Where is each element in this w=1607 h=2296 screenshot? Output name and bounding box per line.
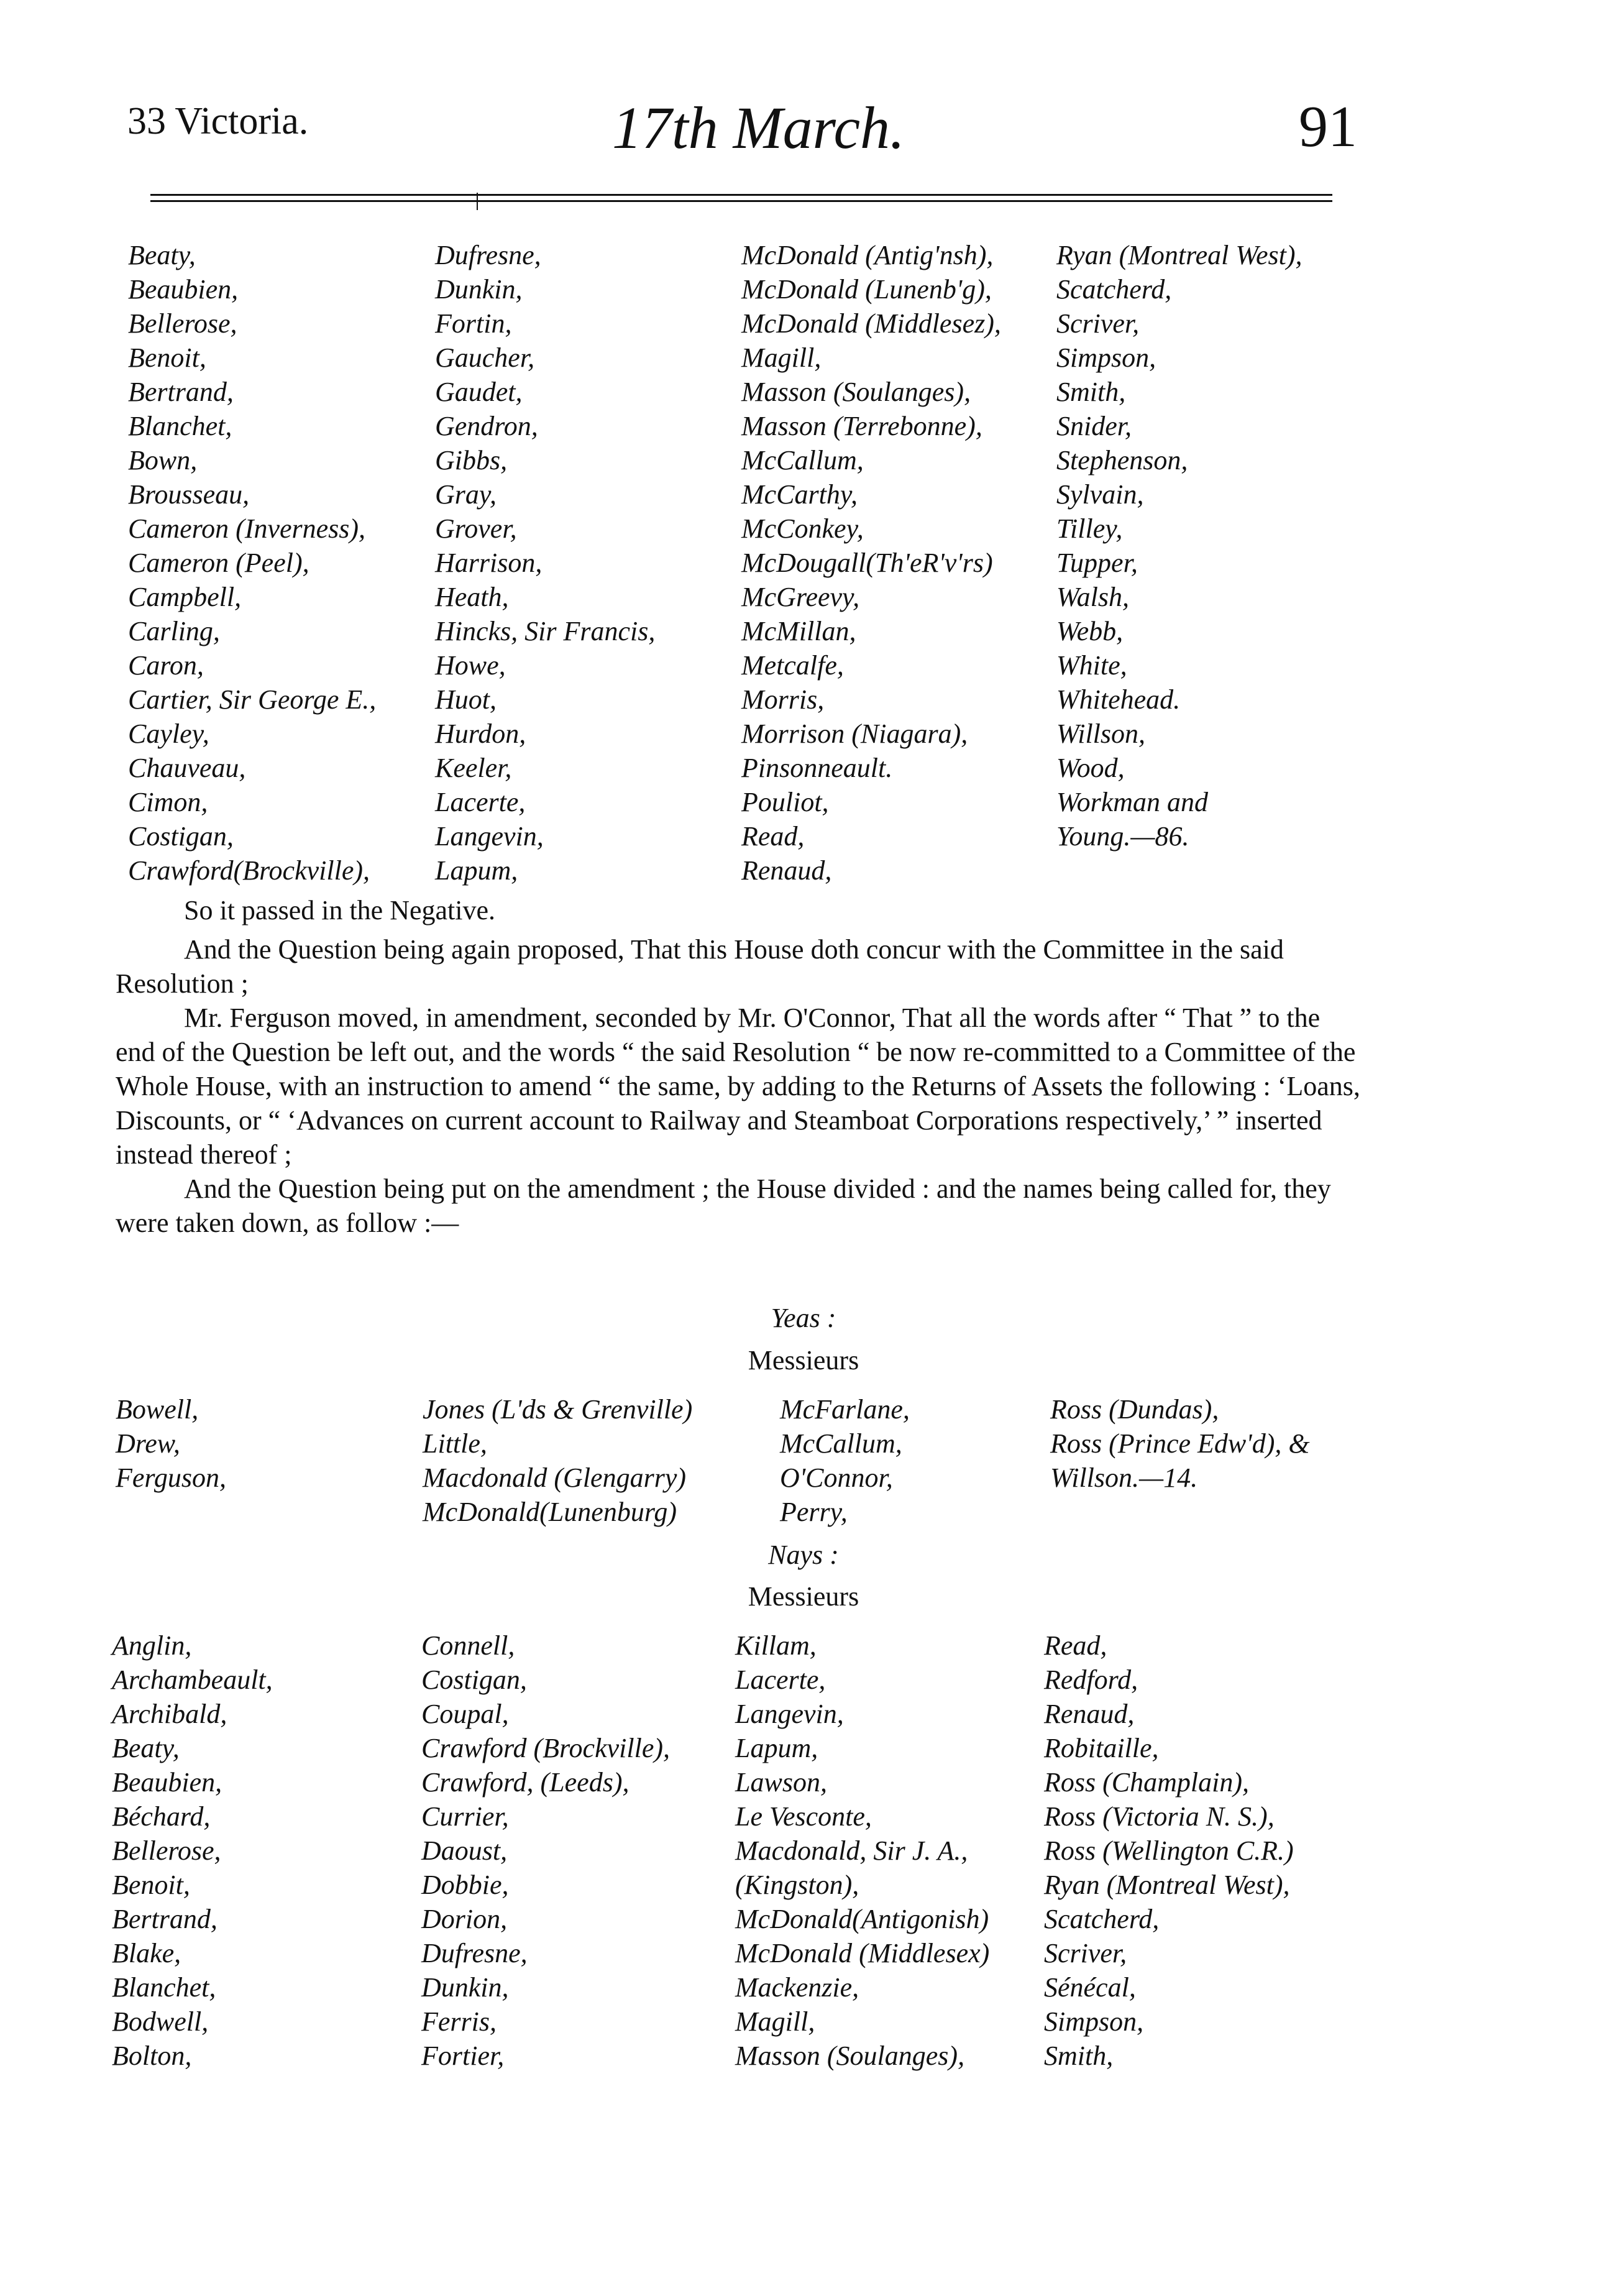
member-name: Pinsonneault. [741,753,893,783]
member-name: Huot, [435,684,497,715]
member-name: Heath, [435,582,509,612]
member-name: Macdonald, Sir J. A., [735,1835,968,1866]
nays-list [0,1628,1607,2082]
yeas-heading: Yeas : [771,1303,836,1333]
member-name: Beaty, [128,240,196,270]
member-name: Costigan, [421,1665,527,1695]
member-name: McConkey, [741,513,864,544]
member-name: Masson (Terrebonne), [741,411,982,441]
member-name: Beaubien, [112,1767,222,1798]
member-name: Redford, [1044,1665,1138,1695]
member-name: Scriver, [1056,308,1140,339]
member-name: Young.—86. [1056,821,1189,852]
nays-column-4 [1044,1628,1294,2073]
member-name: Archibald, [112,1699,227,1729]
member-name: Crawford(Brockville), [128,855,370,886]
member-name: Bertrand, [128,377,234,407]
member-name: Beaubien, [128,274,239,305]
member-name: McDonald (Middlesez), [741,308,1001,339]
member-name: McDonald (Antig'nsh), [741,240,994,270]
member-name: Le Vesconte, [735,1801,872,1832]
member-name: Lacerte, [735,1665,826,1695]
member-name: Webb, [1056,616,1124,646]
member-name: Killam, [735,1630,817,1661]
member-name: Simpson, [1056,342,1156,373]
yeas-column-2 [423,1392,692,1529]
member-name: Ross (Prince Edw'd), & [1050,1428,1310,1459]
member-name: Brousseau, [128,479,250,510]
member-name: Scriver, [1044,1938,1127,1968]
member-name: O'Connor, [780,1463,893,1493]
member-name: Blake, [112,1938,181,1968]
member-name: McCallum, [780,1428,902,1459]
member-name: Robitaille, [1044,1733,1159,1763]
member-name: Harrison, [435,548,543,578]
member-name: Mackenzie, [735,1972,859,2003]
member-name: Bown, [128,445,198,475]
member-name: Ferris, [421,2006,497,2037]
member-name: Cayley, [128,719,209,749]
member-name: Dunkin, [435,274,523,305]
yeas-column-4 [1050,1392,1310,1495]
member-name: Gaucher, [435,342,535,373]
nays-column-2 [421,1628,670,2073]
member-name: Fortin, [435,308,512,339]
member-name: Wood, [1056,753,1125,783]
member-name: Chauveau, [128,753,246,783]
member-name: Ross (Wellington C.R.) [1044,1835,1294,1866]
nays-subheading: Messieurs [748,1581,859,1612]
proceedings-text [116,893,1365,1240]
member-name: McCarthy, [741,479,858,510]
member-name: McDonald (Lunenb'g), [741,274,992,305]
member-name: Masson (Soulanges), [735,2041,965,2071]
member-name: McGreevy, [741,582,860,612]
member-name: Archambeault, [112,1665,273,1695]
member-name: Dufresne, [435,240,541,270]
member-name: McDonald(Lunenburg) [423,1497,677,1527]
header-date: 17th March. [612,94,905,161]
nays-column-3 [735,1628,989,2073]
member-name: Bellerose, [112,1835,221,1866]
member-name: Daoust, [421,1835,508,1866]
member-name: Willson, [1056,719,1146,749]
yeas-subheading: Messieurs [748,1345,859,1375]
member-name: Ryan (Montreal West), [1044,1870,1290,1900]
member-name: Lawson, [735,1767,827,1798]
member-name: Magill, [735,2006,815,2037]
nays-heading: Nays : [768,1540,839,1570]
member-name: Crawford (Brockville), [421,1733,670,1763]
member-name: Dufresne, [421,1938,528,1968]
member-name: Blanchet, [128,411,232,441]
header-rule-divider [477,193,478,210]
member-name: Ross (Dundas), [1050,1394,1219,1425]
yeas-column-1 [116,1392,226,1495]
member-name: White, [1056,650,1127,681]
member-name: Lacerte, [435,787,526,817]
member-name: Blanchet, [112,1972,216,2003]
member-name: Langevin, [735,1699,844,1729]
member-name: Fortier, [421,2041,505,2071]
member-name: Hurdon, [435,719,526,749]
member-name: Renaud, [1044,1699,1135,1729]
member-name: Willson.—14. [1050,1463,1198,1493]
member-name: Gaudet, [435,377,523,407]
paragraph-question: And the Question being again proposed, That this House doth concur with the Committee in the said Resolution ; [116,934,1284,999]
member-name: Little, [423,1428,487,1459]
member-name: Crawford, (Leeds), [421,1767,630,1798]
member-name: (Kingston), [735,1870,859,1900]
member-name: Dunkin, [421,1972,509,2003]
member-name: Benoit, [128,342,206,373]
first-division-column-3 [741,238,1001,888]
member-name: Metcalfe, [741,650,844,681]
member-name: Coupal, [421,1699,509,1729]
member-name: Dobbie, [421,1870,509,1900]
member-name: McMillan, [741,616,856,646]
member-name: McDougall(Th'eR'v'rs) [741,548,993,578]
first-division-column-4 [1056,238,1303,853]
member-name: Bowell, [116,1394,199,1425]
member-name: Macdonald (Glengarry) [423,1463,687,1493]
yeas-list [0,1392,1607,1535]
first-division-column-2 [435,238,655,888]
first-division-column-1 [128,238,376,888]
first-division-list [0,238,1607,897]
member-name: Campbell, [128,582,242,612]
member-name: McCallum, [741,445,864,475]
member-name: Pouliot, [741,787,829,817]
member-name: Scatcherd, [1056,274,1172,305]
member-name: Ryan (Montreal West), [1056,240,1303,270]
member-name: Anglin, [112,1630,192,1661]
member-name: Howe, [435,650,506,681]
member-name: Connell, [421,1630,515,1661]
member-name: Gibbs, [435,445,508,475]
nays-column-1 [112,1628,273,2073]
member-name: Masson (Soulanges), [741,377,971,407]
member-name: Costigan, [128,821,234,852]
member-name: Bellerose, [128,308,237,339]
member-name: McDonald(Antigonish) [735,1904,989,1934]
member-name: Beaty, [112,1733,180,1763]
member-name: Read, [741,821,805,852]
member-name: Bodwell, [112,2006,209,2037]
member-name: Lapum, [435,855,518,886]
member-name: Simpson, [1044,2006,1144,2037]
member-name: Scatcherd, [1044,1904,1160,1934]
member-name: Keeler, [435,753,512,783]
member-name: Sénécal, [1044,1972,1136,2003]
member-name: Bolton, [112,2041,192,2071]
member-name: Workman and [1056,787,1209,817]
member-name: McFarlane, [780,1394,910,1425]
member-name: Whitehead. [1056,684,1181,715]
member-name: Morrison (Niagara), [741,719,968,749]
member-name: Langevin, [435,821,544,852]
yeas-column-3 [780,1392,910,1529]
member-name: Carling, [128,616,220,646]
member-name: Cimon, [128,787,208,817]
member-name: Gendron, [435,411,538,441]
member-name: Smith, [1044,2041,1114,2071]
member-name: Ferguson, [116,1463,227,1493]
header-rule-top [150,194,1332,196]
paragraph-result: So it passed in the Negative. [184,895,496,925]
paragraph-amendment: Mr. Ferguson moved, in amendment, seconded by Mr. O'Connor, That all the words after “ That ” to the end of the Question be left out, and the words “ the said Resolution “ be now re-committed to a Committee of the Whole House, with an instruction to amend “ the same, by adding to the Returns of Assets the following : ‘Loans, Discounts, or “ ‘Advances on current account to Railway and Steamboat Corporations respectively,’ ” inserted instead thereof ; [116,1003,1360,1170]
member-name: Cartier, Sir George E., [128,684,377,715]
header-rule-bottom [150,200,1332,202]
member-name: Drew, [116,1428,180,1459]
member-name: Cameron (Peel), [128,548,309,578]
member-name: Bertrand, [112,1904,217,1934]
member-name: Ross (Champlain), [1044,1767,1249,1798]
member-name: Grover, [435,513,517,544]
member-name: McDonald (Middlesex) [735,1938,990,1968]
member-name: Renaud, [741,855,832,886]
member-name: Jones (L'ds & Grenville) [423,1394,693,1425]
member-name: Snider, [1056,411,1132,441]
member-name: Tupper, [1056,548,1138,578]
member-name: Dorion, [421,1904,508,1934]
paragraph-division: And the Question being put on the amendment ; the House divided : and the names being called for, they were taken down, as follow :— [116,1173,1331,1238]
member-name: Stephenson, [1056,445,1188,475]
member-name: Ross (Victoria N. S.), [1044,1801,1275,1832]
member-name: Béchard, [112,1801,211,1832]
member-name: Currier, [421,1801,509,1832]
member-name: Perry, [780,1497,848,1527]
member-name: Cameron (Inverness), [128,513,366,544]
member-name: Hincks, Sir Francis, [435,616,656,646]
header-regnal-year: 33 Victoria. [127,100,309,142]
page-number: 91 [1299,94,1357,159]
member-name: Gray, [435,479,497,510]
member-name: Caron, [128,650,204,681]
member-name: Smith, [1056,377,1126,407]
member-name: Morris, [741,684,825,715]
member-name: Lapum, [735,1733,818,1763]
member-name: Walsh, [1056,582,1129,612]
member-name: Tilley, [1056,513,1123,544]
member-name: Sylvain, [1056,479,1144,510]
member-name: Benoit, [112,1870,190,1900]
member-name: Read, [1044,1630,1107,1661]
member-name: Magill, [741,342,822,373]
